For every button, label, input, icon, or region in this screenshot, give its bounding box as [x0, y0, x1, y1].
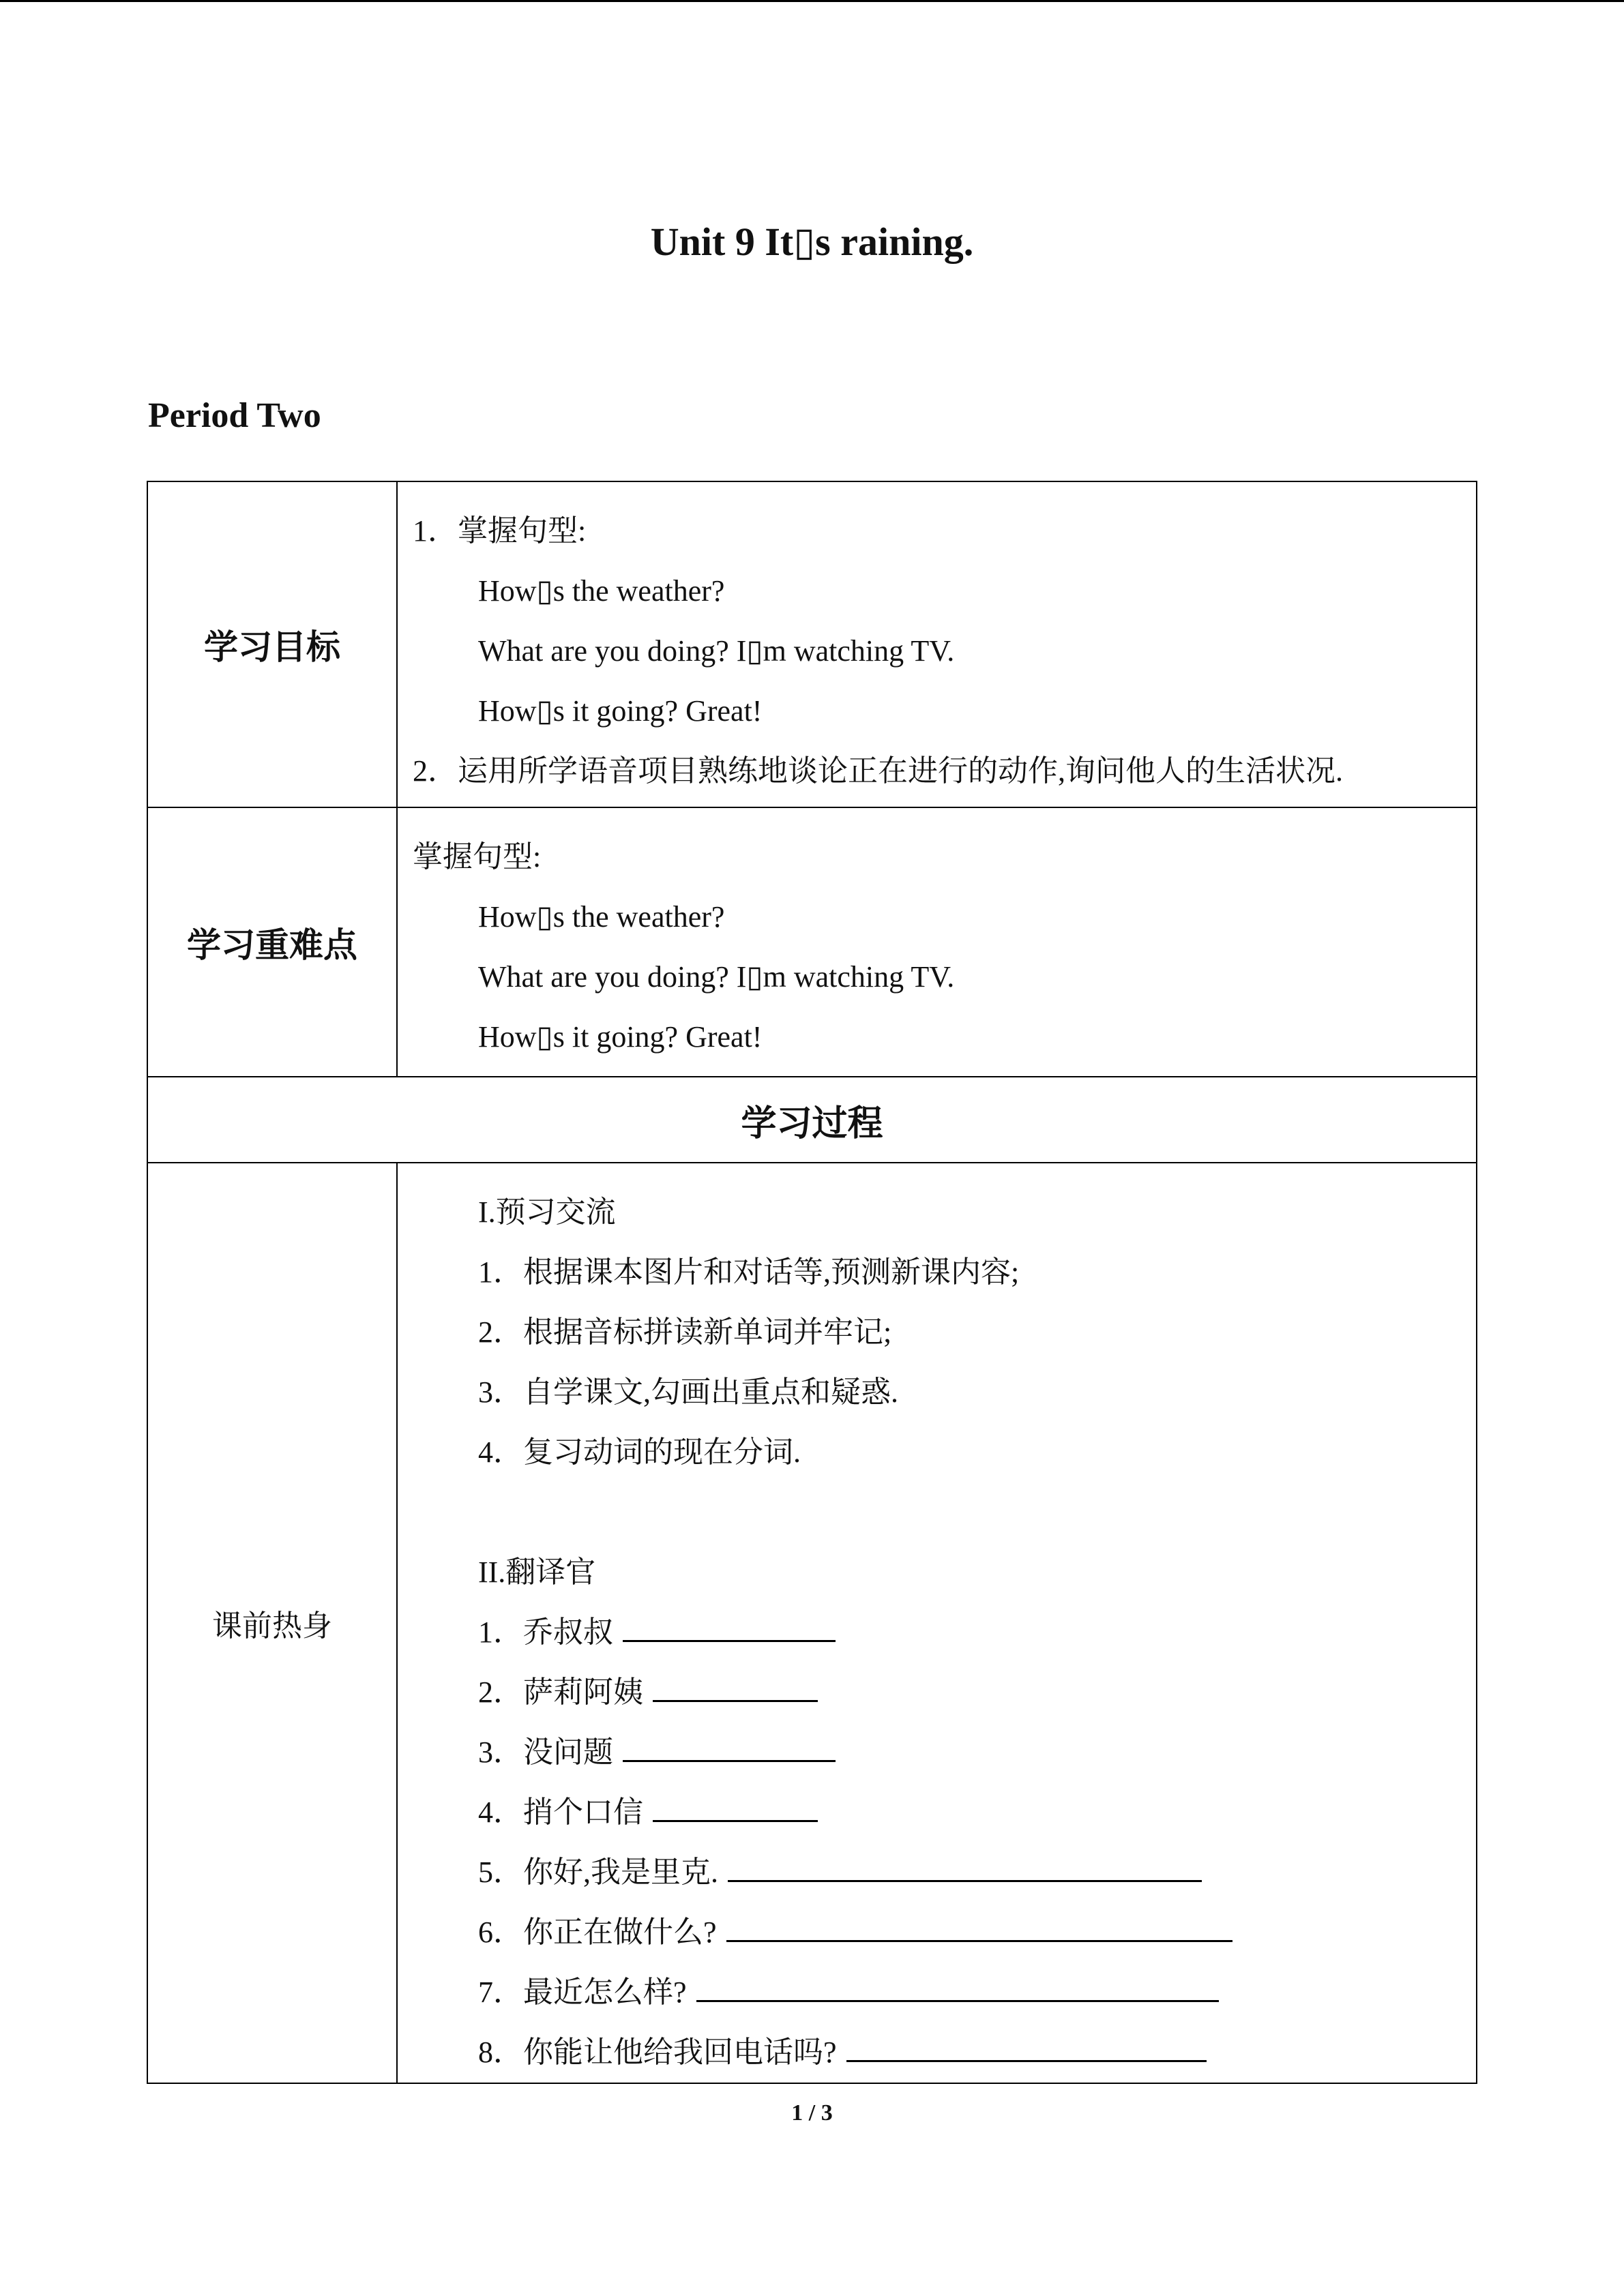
key-points-line: What are you doing? I▯m watching TV. [478, 960, 955, 994]
key-points-label: 学习重难点 [187, 925, 357, 965]
warmup-label-cell [147, 1163, 397, 2083]
answer-blank[interactable] [728, 1860, 1202, 1882]
translation-item [398, 1963, 1476, 2023]
translation-item [398, 1723, 1476, 1783]
translation-item [398, 1783, 1476, 1843]
process-header: 学习过程 [147, 1077, 1477, 1163]
translation-prompt: 6．你正在做什么? [478, 1915, 717, 1949]
objectives-line: 2．运用所学语音项目熟练地谈论正在进行的动作,询问他人的生活状况. [413, 754, 1343, 788]
answer-blank[interactable] [623, 1740, 836, 1762]
translation-prompt: 7．最近怎么样? [478, 1976, 687, 2009]
answer-blank[interactable] [653, 1680, 818, 1702]
preview-item: 2．根据音标拼读新单词并牢记; [478, 1315, 892, 1349]
translation-prompt: 8．你能让他给我回电话吗? [478, 2036, 837, 2069]
page-number: 1 / 3 [791, 2100, 833, 2126]
answer-blank[interactable] [653, 1800, 818, 1822]
key-points-label-cell [147, 807, 397, 1077]
answer-blank[interactable] [846, 2040, 1207, 2062]
warmup-row [147, 1163, 1477, 2083]
objectives-label: 学习目标 [204, 627, 340, 667]
preview-item: 1．根据课本图片和对话等,预测新课内容; [478, 1255, 1020, 1289]
key-points-line: How▯s the weather? [478, 900, 725, 934]
translation-item [398, 1903, 1476, 1963]
translation-prompt: 1．乔叔叔 [478, 1615, 613, 1649]
translation-item [398, 1602, 1476, 1663]
translation-item [398, 1663, 1476, 1723]
warmup-content-cell [397, 1163, 1477, 2083]
objectives-row [147, 481, 1477, 807]
answer-blank[interactable] [696, 1980, 1219, 2002]
preview-item: 4．复习动词的现在分词. [478, 1435, 801, 1469]
warmup-label: 课前热身 [212, 1609, 332, 1643]
objectives-line: 1．掌握句型: [413, 514, 587, 548]
objectives-content-cell [397, 481, 1477, 807]
lesson-plan-table [147, 481, 1477, 2084]
answer-blank[interactable] [623, 1620, 836, 1642]
key-points-row [147, 807, 1477, 1077]
page-top-border [0, 0, 1624, 2]
preview-section-title: I.预习交流 [478, 1195, 616, 1229]
translation-prompt: 5．你好,我是里克. [478, 1855, 718, 1889]
translation-item [398, 1843, 1476, 1903]
translation-prompt: 3．没问题 [478, 1735, 613, 1769]
translation-item [398, 2023, 1476, 2083]
answer-blank[interactable] [726, 1920, 1232, 1942]
objectives-line: How▯s the weather? [478, 574, 725, 608]
document-title: Unit 9 It▯s raining. [650, 220, 974, 264]
key-points-line: How▯s it going? Great! [478, 1020, 763, 1054]
objectives-line: How▯s it going? Great! [478, 694, 763, 728]
translation-prompt: 4．捎个口信 [478, 1795, 643, 1829]
preview-item: 3．自学课文,勾画出重点和疑惑. [478, 1375, 898, 1409]
key-points-line: 掌握句型: [413, 840, 542, 874]
translation-section-title: II.翻译官 [478, 1555, 596, 1589]
objectives-label-cell [147, 481, 397, 807]
translation-prompt: 2．萨莉阿姨 [478, 1675, 643, 1709]
period-heading: Period Two [148, 396, 321, 435]
key-points-content-cell [397, 807, 1477, 1077]
process-header-row [147, 1077, 1477, 1163]
objectives-line: What are you doing? I▯m watching TV. [478, 634, 955, 668]
section-gap [398, 1482, 1476, 1542]
